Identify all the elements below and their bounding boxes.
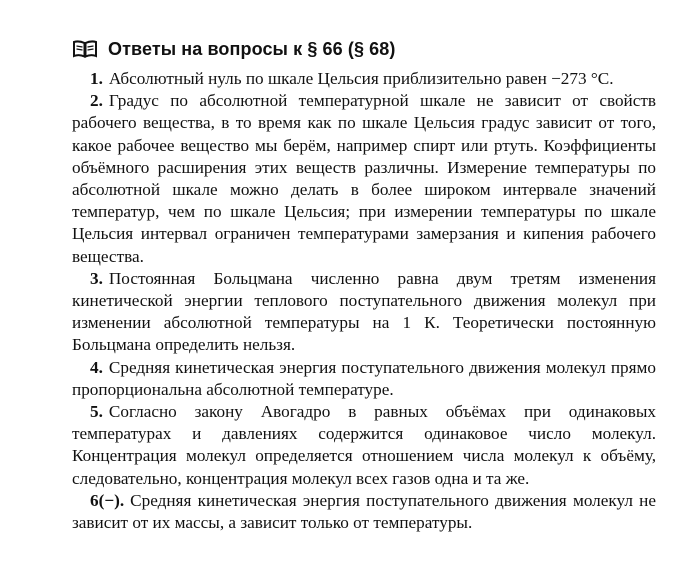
- open-book-icon: [72, 39, 98, 59]
- answer-number: 6(−).: [90, 490, 125, 510]
- answer-number: 5.: [90, 402, 103, 422]
- answers-list: [72, 68, 656, 534]
- answer-item: [72, 90, 656, 268]
- section-title: Ответы на вопросы к § 66 (§ 68): [108, 38, 396, 59]
- answer-item: [72, 490, 656, 534]
- answer-number: 4.: [90, 357, 103, 377]
- answer-item: [72, 401, 656, 490]
- answer-number: 1.: [90, 69, 103, 88]
- answer-number: 2.: [90, 91, 103, 111]
- answer-item: [72, 268, 656, 357]
- answers-page: [72, 0, 656, 534]
- answer-item: [72, 357, 656, 401]
- answer-text: Абсолютный нуль по шкале Цельсия приблизительно равен −273 °C.: [108, 69, 614, 88]
- answer-text: Градус по абсолютной температурной шкале не зависит от свойств рабочего вещества, в то время как по шкале Цельсия градус зависит от того, какое рабочее вещество мы берём, например спирт или ртуть. Коэффициенты объёмного расширения этих веществ различны. Измерение температуры по абсолютной шкале можно делать в более широком интервале значений температур, чем по шкале Цельсия; при измерении температуры по шкале Цельсия интервал ограничен температурами замерзания и кипения рабочего вещества.: [72, 91, 656, 266]
- answer-text: Средняя кинетическая энергия поступательного движения молекул прямо пропорциональна абсолютной температуре.: [72, 357, 656, 399]
- answer-item: [72, 68, 656, 90]
- answer-text: Средняя кинетическая энергия поступательного движения молекул не зависит от их массы, а зависит только от температуры.: [72, 490, 656, 533]
- answer-text: Согласно закону Авогадро в равных объёмах при одинаковых температурах и давлениях содержится одинаковое число молекул. Концентрация молекул определяется отношением числа молекул к объёму, следовательно, концентрация молекул всех газов одна и та же.: [72, 402, 656, 488]
- section-header: [72, 34, 656, 64]
- answer-text: Постоянная Больцмана численно равна двум третям изменения кинетической энергии теплового поступательного движения молекул при изменении абсолютной температуры на 1 К. Теоретически постоянную Больцмана определить нельзя.: [72, 268, 656, 355]
- answer-number: 3.: [90, 268, 103, 288]
